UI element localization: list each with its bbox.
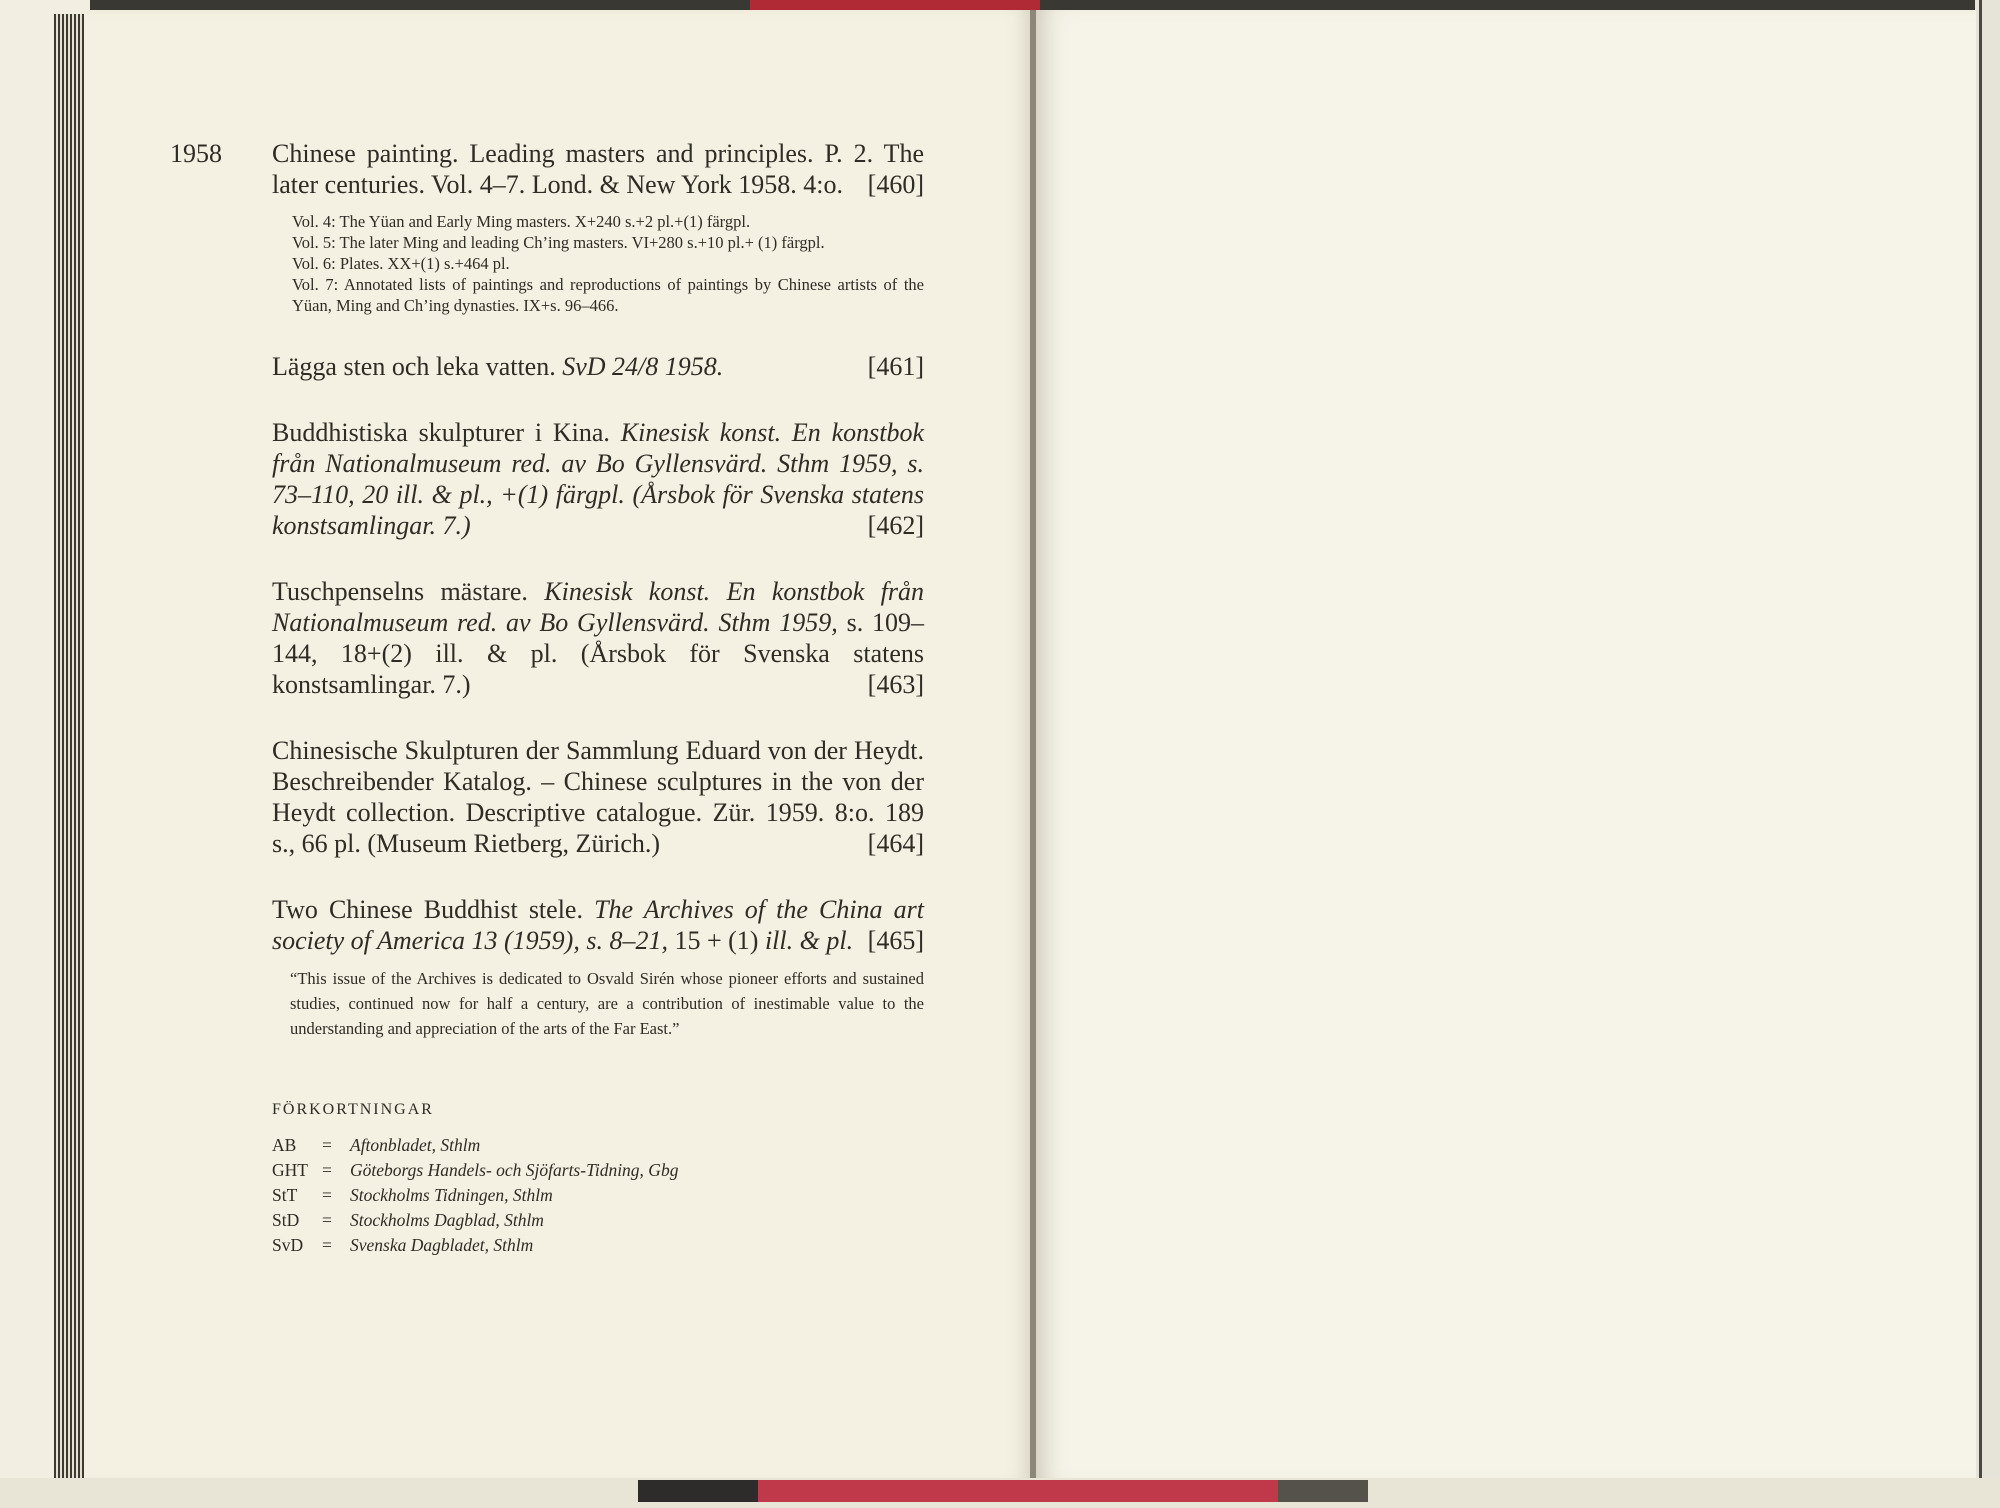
entry-title: Tuschpenselns mästare. <box>272 577 528 606</box>
entry-463 <box>272 576 924 700</box>
abbreviations-heading: FÖRKORTNINGAR <box>272 1101 434 1118</box>
abbreviation-equals: = <box>322 1160 332 1180</box>
right-page-blank <box>1036 10 1976 1482</box>
volume-line: Vol. 6: Plates. XX+(1) s.+464 pl. <box>292 254 510 273</box>
entry-text <box>272 351 924 382</box>
volume-line: Vol. 5: The later Ming and leading Ch’ing masters. VI+280 s.+10 pl.+ (1) färgpl. <box>292 233 825 252</box>
abbreviation-row <box>272 1133 924 1158</box>
entry-pages: s. 109–144, 18+(2) ill. & pl. (Årsbok för Svenska statens konstsamlingar. 7.) <box>272 608 924 699</box>
entry-text <box>272 735 924 859</box>
binding-ribbon-top <box>750 0 1040 10</box>
entry-title: Chinesische Skulpturen der Sammlung Eduard von der Heydt. Beschreibender Katalog. – Chinese sculptures in the von der Heydt collection. Descriptive catalogue. Zür. 1959. 8:o. 189 s., 66 pl. (Museum Rietberg, Zürich.) <box>272 736 924 858</box>
entry-source: Kinesisk konst. En konstbok från Nationalmuseum red. av Bo Gyllensvärd. Sthm 1959, <box>272 577 924 637</box>
entry-461 <box>272 351 924 382</box>
abbreviations-list <box>272 1133 924 1258</box>
entry-text <box>272 138 924 200</box>
entry-source: The Archives of the China art society of America 13 (1959), s. 8–21, <box>272 895 925 955</box>
entry-number: [462] <box>867 511 924 540</box>
entry-460 <box>170 138 924 316</box>
abbreviation-row <box>272 1183 924 1208</box>
entry-text <box>272 576 924 700</box>
abbreviation-full: Svenska Dagbladet, Sthlm <box>350 1235 534 1255</box>
entry-number: [464] <box>867 829 924 858</box>
entry-464 <box>272 735 924 859</box>
volume-details <box>292 211 924 316</box>
abbreviation-full: Stockholms Tidningen, Sthlm <box>350 1185 553 1205</box>
abbreviation-code: AB <box>272 1135 297 1155</box>
abbreviation-code: GHT <box>272 1160 308 1180</box>
binding-band-grey <box>1278 1480 1368 1502</box>
book-top-edge <box>0 0 2000 10</box>
page-stack-left <box>0 0 90 1508</box>
entry-title: Two Chinese Buddhist stele. <box>272 895 583 924</box>
bibliography-text <box>170 138 925 1258</box>
entry-number: [463] <box>867 670 924 699</box>
abbreviation-equals: = <box>322 1185 332 1205</box>
abbreviation-row <box>272 1158 924 1183</box>
entry-number: [465] <box>867 926 924 955</box>
book-bottom-edge <box>0 1478 2000 1508</box>
abbreviation-full: Stockholms Dagblad, Sthlm <box>350 1210 544 1230</box>
entry-source: SvD 24/8 1958. <box>562 352 724 381</box>
book-gutter <box>1030 10 1036 1482</box>
dedication-quote: “This issue of the Archives is dedicated to Osvald Sirén whose pioneer efforts and sustained studies, continued now for half a century, are a contribution of inestimable value to the understanding and appreciation of the arts of the Far East.” <box>290 969 924 1038</box>
abbreviation-equals: = <box>322 1135 332 1155</box>
entry-source: Kinesisk konst. En konstbok från Nationalmuseum red. av Bo Gyllensvärd. Sthm 1959, s. 73–110, 20 ill. & pl., +(1) färgpl. (Årsbok för Svenska statens konstsamlingar. 7.) <box>272 418 925 540</box>
cover-edge-line <box>1979 0 1982 1508</box>
abbreviation-equals: = <box>322 1235 332 1255</box>
abbreviation-code: StD <box>272 1210 300 1230</box>
entry-462 <box>272 417 924 541</box>
abbreviation-row <box>272 1208 924 1233</box>
entry-text <box>272 894 924 956</box>
abbreviation-full: Aftonbladet, Sthlm <box>350 1135 481 1155</box>
volume-line: Vol. 7: Annotated lists of paintings and reproductions of paintings by Chinese artists of the Yüan, Ming and Ch’ing dynasties. IX+s. 96–466. <box>292 275 924 315</box>
abbreviation-code: SvD <box>272 1235 304 1255</box>
cover-edge-right <box>1975 0 2000 1508</box>
volume-line: Vol. 4: The Yüan and Early Ming masters. X+240 s.+2 pl.+(1) färgpl. <box>292 212 751 231</box>
entry-title: Buddhistiska skulpturer i Kina. <box>272 418 610 447</box>
entry-number: [461] <box>867 352 924 381</box>
entry-title: Chinese painting. Leading masters and principles. P. 2. The later centuries. Vol. 4–7. Lond. & New York 1958. 4:o. <box>272 139 924 199</box>
entry-title: Lägga sten och leka vatten. <box>272 352 556 381</box>
page-edges <box>54 14 84 1494</box>
entry-illustrations: 15 + (1) <box>674 926 759 955</box>
binding-band-red <box>758 1480 1278 1502</box>
abbreviation-code: StT <box>272 1185 298 1205</box>
entry-text <box>272 417 924 541</box>
entry-illustrations-type: ill. & pl. <box>764 926 854 955</box>
abbreviation-row <box>272 1233 924 1258</box>
abbreviation-full: Göteborgs Handels- och Sjöfarts-Tidning, Gbg <box>350 1160 679 1180</box>
abbreviation-equals: = <box>322 1210 332 1230</box>
entry-number: [460] <box>867 170 924 199</box>
binding-band-dark <box>638 1480 758 1502</box>
entry-465 <box>272 894 924 1041</box>
year-label: 1958 <box>170 139 222 168</box>
